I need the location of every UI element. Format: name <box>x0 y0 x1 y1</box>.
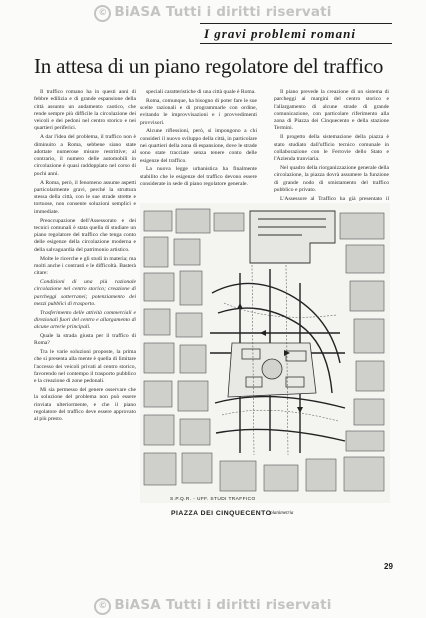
page-number: 29 <box>384 562 393 571</box>
piazza-area <box>228 343 316 397</box>
section-rubric: I gravi problemi romani <box>200 23 392 44</box>
paragraph: Il progetto della sistemazione della piazza è stato studiato dall'ufficio tecnico comunale in collaborazione con le Ferrovie dello Stato e l'Azienda tranviaria. <box>274 134 389 163</box>
paragraph: Condizioni di una più razionale circolazione nel centro storico; creazione di parcheggi sotterranei; potenziamento dei mezzi pubblici di trasporto. <box>34 278 136 307</box>
paragraph: Trasferimento delle attività commerciali e direzionali fuori del centro e allargamento di alcune arterie principali. <box>34 309 136 331</box>
copyright-icon: © <box>94 5 111 22</box>
paragraph: A Roma, però, il fenomeno assume aspetti particolarmente gravi, perché la struttura stessa della città, con le sue strade strette e tortuose, non consente soluzioni semplici e immediate. <box>34 179 136 215</box>
paragraph: Alcune riflessioni, però, si impongono a chi consideri il nuovo sviluppo della città, in particolare nei quartieri della zona di espansione, dove le strade sono state tracciate senza tenere conto delle esigenze del traffico. <box>140 128 257 164</box>
article-headline: In attesa di un piano regolatore del traffico <box>34 54 384 78</box>
street-plan-map <box>140 203 390 503</box>
paragraph: Preoccupazione dell'Assessorato e dei tecnici comunali è stata quella di studiare un piano regolatore del traffico che tenga conto delle esigenze della circolazione moderna e della salvaguardia del patrimonio artistico. <box>34 217 136 253</box>
paragraph: L'Assessore al Traffico ha già presentato il <box>280 195 389 202</box>
watermark-bottom <box>0 597 426 615</box>
watermark-bottom-text: BiASA Tutti i diritti riservati <box>114 597 332 613</box>
paragraph: Il piano prevede la creazione di un sistema di parcheggi ai margini del centro storico e l'allargamento di alcune strade di grande comunicazione, con particolare riferimento alla zona di Piazza dei Cinquecento e della stazione Termini. <box>274 89 389 132</box>
paragraph: speciali caratteristiche di una città quale è Roma. <box>146 89 256 95</box>
article-column-1 <box>34 89 136 559</box>
paragraph: Tra le varie soluzioni proposte, la prima che si presenta alla mente è quella di limitare l'accesso dei veicoli privati al centro storico, favorendo nel contempo il trasporto pubblico e la creazione di zone pedonali. <box>34 349 136 385</box>
paragraph: Nel quadro della riorganizzazione generale della circolazione, la piazza dovrà assumere la funzione di grande nodo di smistamento del traffico pubblico e privato. <box>274 164 389 193</box>
watermark-top-text: BiASA Tutti i diritti riservati <box>114 4 332 20</box>
map-credit: S.P.Q.R. - UFF. STUDI TRAFFICO <box>170 497 256 502</box>
paragraph: A dar l'idea del problema, il traffico non è diminuito a Roma, sebbene siano state adottate numerose misure restrittive; al contrario, il numero delle automobili in circolazione è quasi raddoppiato nel corso di pochi anni. <box>34 134 136 177</box>
article-column-2 <box>140 89 257 205</box>
paragraph: Quale la strada giusta per il traffico di Roma? <box>34 333 136 347</box>
map-scale-note: planimetria <box>270 511 294 516</box>
paragraph: Roma, comunque, ha bisogno di poter fare le sue scelte razionali e di programmarle con ordine, evitando le improvvisazioni e i provvedimenti provvisori. <box>140 97 257 126</box>
copyright-icon: © <box>94 598 111 615</box>
paragraph: Mi sia permesso del genere osservare che la soluzione del problema non può essere rinviata ulteriormente, e che il piano regolatore del traffico deve essere approvato al più presto. <box>34 387 136 423</box>
paragraph: Molte le ricerche e gli studi in materia; ma molti anche i contrasti e le difficoltà. Basterà citare: <box>34 255 136 277</box>
map-title: PIAZZA DEI CINQUECENTO <box>171 510 272 517</box>
paragraph: La nuova legge urbanistica ha finalmente stabilito che le esigenze del traffico devono essere considerate in sede di piano regolatore generale. <box>140 166 257 188</box>
paragraph: Il traffico romano ha in questi anni di febbre edilizia e di grande espansione della città assunto un andamento caotico, che rende sempre più difficile la circolazione dei veicoli e dei pedoni nel centro storico e nei quartieri periferici. <box>34 89 136 132</box>
watermark-top <box>0 4 426 22</box>
